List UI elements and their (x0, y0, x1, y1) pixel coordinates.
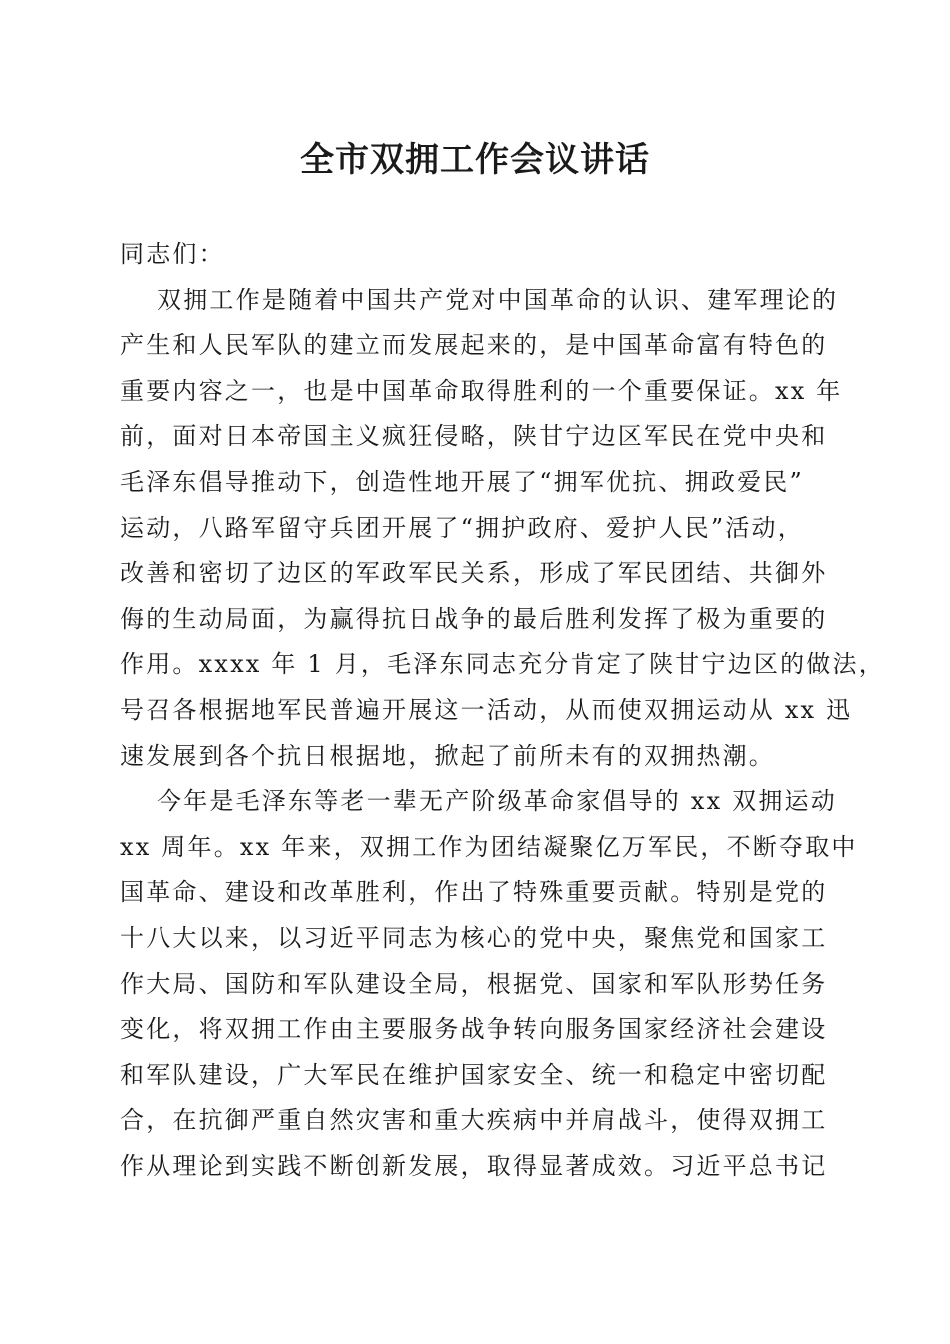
paragraph-2-line-9: 作从理论到实践不断创新发展，取得显著成效。习近平总书记 (120, 1151, 828, 1180)
paragraph-2-line-1: 今年是毛泽东等老一辈无产阶级革命家倡导的 xx 双拥运动 (157, 787, 837, 816)
paragraph-2-line-2: xx 周年。xx 年来，双拥工作为团结凝聚亿万军民，不断夺取中 (120, 832, 858, 861)
paragraph-2-line-4: 十八大以来，以习近平同志为核心的党中央，聚焦党和国家工 (120, 923, 828, 952)
paragraph-2-line-7: 和军队建设，广大军民在维护国家安全、统一和稳定中密切配 (120, 1060, 828, 1089)
paragraph-2-line-6: 变化，将双拥工作由主要服务战争转向服务国家经济社会建设 (120, 1015, 828, 1044)
paragraph-2-line-8: 合，在抗御严重自然灾害和重大疾病中并肩战斗，使得双拥工 (120, 1106, 828, 1135)
document-title: 全市双拥工作会议讲话 (300, 140, 650, 180)
document-body (120, 232, 885, 1189)
paragraph-1-line-8: 侮的生动局面，为赢得抗日战争的最后胜利发挥了极为重要的 (120, 604, 828, 633)
paragraph-1-line-6: 运动，八路军留守兵团开展了“拥护政府、爱护人民”活动， (120, 513, 804, 542)
salutation-line: 同志们： (120, 240, 225, 268)
paragraph-1-line-2: 产生和人民军队的建立而发展起来的，是中国革命富有特色的 (120, 331, 828, 360)
paragraph-1-line-10: 号召各根据地军民普遍开展这一活动，从而使双拥运动从 xx 迅 (120, 695, 853, 724)
paragraph-1-line-11: 速发展到各个抗日根据地，掀起了前所未有的双拥热潮。 (120, 741, 775, 770)
paragraph-2-line-5: 作大局、国防和军队建设全局，根据党、国家和军队形势任务 (120, 969, 828, 998)
paragraph-1-line-7: 改善和密切了边区的军政军民关系，形成了军民团结、共御外 (120, 559, 828, 588)
paragraph-1-line-5: 毛泽东倡导推动下，创造性地开展了“拥军优抗、拥政爱民” (120, 467, 804, 496)
paragraph-2-line-3: 国革命、建设和改革胜利，作出了特殊重要贡献。特别是党的 (120, 878, 828, 907)
paragraph-1-line-4: 前，面对日本帝国主义疯狂侵略，陕甘宁边区军民在党中央和 (120, 422, 828, 451)
paragraph-1-line-9: 作用。xxxx 年 1 月，毛泽东同志充分肯定了陕甘宁边区的做法， (120, 650, 885, 679)
paragraph-1-line-1: 双拥工作是随着中国共产党对中国革命的认识、建军理论的 (157, 285, 839, 314)
paragraph-1-line-3: 重要内容之一，也是中国革命取得胜利的一个重要保证。xx 年 (120, 376, 843, 405)
